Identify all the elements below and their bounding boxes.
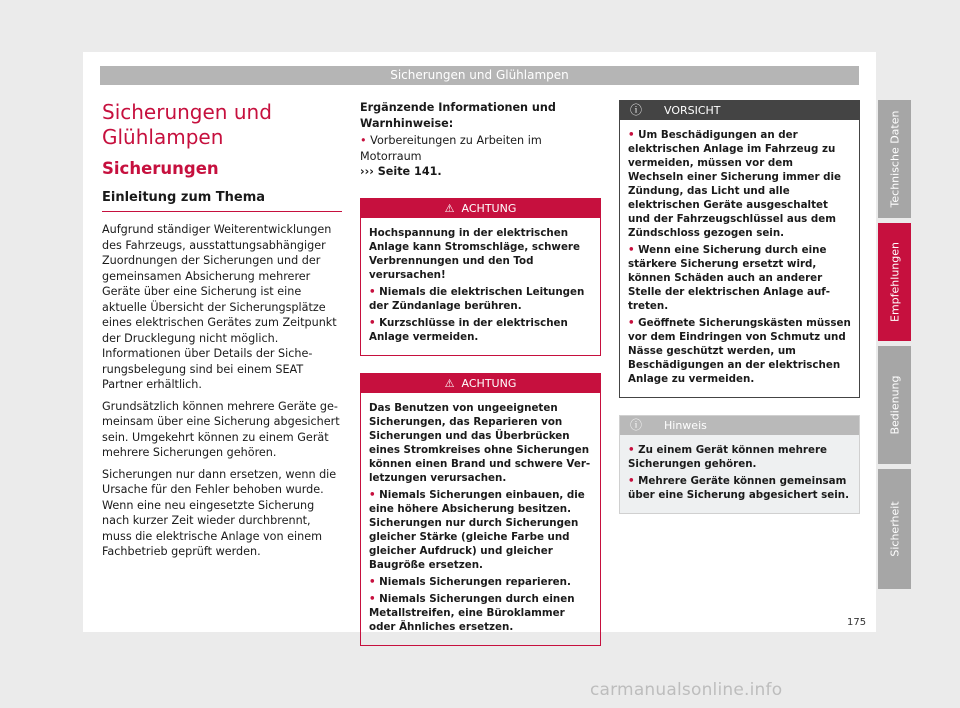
caution-bullet: • Um Beschädigungen an der elektrischen Anlage im Fahrzeug zu vermeiden, müssen vor dem Wechseln einer Sicherung immer die Zündung, das Licht und alle elektrischen Geräte ausgeschaltet und der Fahrzeugschlüssel aus dem Zündschloss gezogen sein. [628, 129, 842, 239]
warning-box [360, 198, 601, 356]
tab-bedienung[interactable]: Bedienung [878, 346, 911, 464]
chapter-title-line2: Glühlampen [102, 125, 224, 149]
caution-body [620, 120, 859, 397]
paragraph: Aufgrund ständiger Weiterentwicklungen des Fahrzeugs, ausstattungsabhängiger Zuordnungen der Sicherungen und der gemeinsamen Absicherung mehrerer Geräte über eine Sicherung ist eine aktuelle Übersicht der Sicherungsplätze eines elektrischen Gerätes zum Zeitpunkt der Drucklegung nicht möglich. Informationen über Details der Sicherungsbelegung sind bei einem SEAT Partner erhältlich. [102, 223, 337, 391]
warning-box [360, 373, 601, 646]
warning-body [361, 393, 600, 645]
running-header: Sicherungen und Glühlampen [390, 68, 569, 82]
warning-intro: Das Benutzen von ungeeigneten Sicherungen, das Reparieren von Sicherungen und das Überbrücken eines Stromkreises ohne Sicherungen können einen Brand und schwere Verletzungen verursachen. [369, 401, 591, 484]
column-intro [102, 100, 342, 566]
note-header [620, 416, 859, 435]
caution-header [620, 101, 859, 120]
warning-header [361, 199, 600, 218]
column-warnings [360, 100, 601, 663]
tab-sicherheit[interactable]: Sicherheit [878, 469, 911, 589]
note-label: Hinweis [664, 419, 707, 432]
info-icon: ⓘ [630, 418, 643, 432]
warning-triangle-icon: ⚠ [444, 201, 455, 215]
warning-label [361, 374, 600, 393]
warning-body [361, 218, 600, 355]
caution-bullet: • Wenn eine Sicherung durch eine stärkere Sicherung ersetzt wird, können Schäden auch an anderer Stelle der elektrischen Anlage auftreten. [628, 244, 831, 312]
warning-label-text: ACHTUNG [461, 376, 517, 390]
section-title: Sicherungen [102, 159, 219, 178]
note-bullet: • Zu einem Gerät können mehrere Sicherungen gehören. [628, 444, 828, 470]
extra-info-heading: Ergänzende Informationen und Warnhinweise: [360, 101, 556, 130]
page-number: 175 [847, 617, 867, 628]
note-bullet: • Mehrere Geräte können gemeinsam über eine Sicherung abgesichert sein. [628, 475, 850, 501]
warning-intro: Hochspannung in der elektrischen Anlage kann Stromschläge, schwere Verbrennungen und den Tod verursachen! [369, 226, 580, 281]
chapter-title [102, 100, 342, 150]
column-notices [619, 100, 860, 531]
warning-bullet: • Niemals Sicherungen durch einen Metallstreifen, eine Büroklammer oder Ähnliches ersetzen. [369, 592, 575, 633]
warning-bullet: • Niemals die elektrischen Leitungen der Zündanlage berühren. [369, 285, 585, 312]
warning-triangle-icon: ⚠ [444, 376, 455, 390]
warning-bullet: • Niemals Sicherungen reparieren. [369, 575, 571, 588]
bullet-dot: • [360, 134, 367, 147]
chapter-title-line1: Sicherungen und [102, 100, 272, 124]
note-box [619, 415, 860, 514]
tab-empfehlungen[interactable]: Empfehlungen [878, 223, 911, 341]
paragraph: Sicherungen nur dann ersetzen, wenn die Ursache für den Fehler behoben wurde. Wenn eine neu eingesetzte Sicherung nach kurzer Zeit wieder durchbrennt, muss die elektrische Anlage von einem Fachbetrieb geprüft werden. [102, 467, 337, 558]
exclamation-circle-icon: ⓘ [630, 103, 643, 117]
warning-header [361, 374, 600, 393]
watermark: carmanualsonline.info [590, 680, 783, 700]
caution-box [619, 100, 860, 398]
warning-label [361, 199, 600, 218]
tab-technische-daten[interactable]: Technische Daten [878, 100, 911, 218]
note-body [620, 435, 859, 513]
extra-info-item [360, 133, 601, 180]
warning-bullet: • Niemals Sicherungen einbauen, die eine höhere Absicherung besitzen. Sicherungen nur durch Sicherungen gleicher Stärke (gleiche Farbe und gleicher Aufdruck) und gleicher Baugröße ersetzen. [369, 488, 585, 571]
warning-label-text: ACHTUNG [461, 201, 517, 215]
caution-label: VORSICHT [664, 104, 721, 117]
paragraph: Grundsätzlich können mehrere Geräte gemeinsam über eine Sicherung abgesichert sein. Umgekehrt können zu einem Gerät mehrere Sicherungen gehören. [102, 399, 340, 459]
extra-info-text: Vorbereitungen zu Arbeiten im Motorraum [360, 134, 542, 163]
page-reference-link[interactable]: ››› Seite 141. [360, 165, 442, 178]
topic-heading: Einleitung zum Thema [102, 189, 342, 212]
warning-bullet: • Kurzschlüsse in der elektrischen Anlage vermeiden. [369, 316, 568, 343]
caution-bullet: • Geöffnete Sicherungskästen müssen vor dem Eindringen von Schmutz und Nässe geschützt werden, um Beschädigungen an der elektrischen Anlage zu vermeiden. [628, 317, 851, 385]
